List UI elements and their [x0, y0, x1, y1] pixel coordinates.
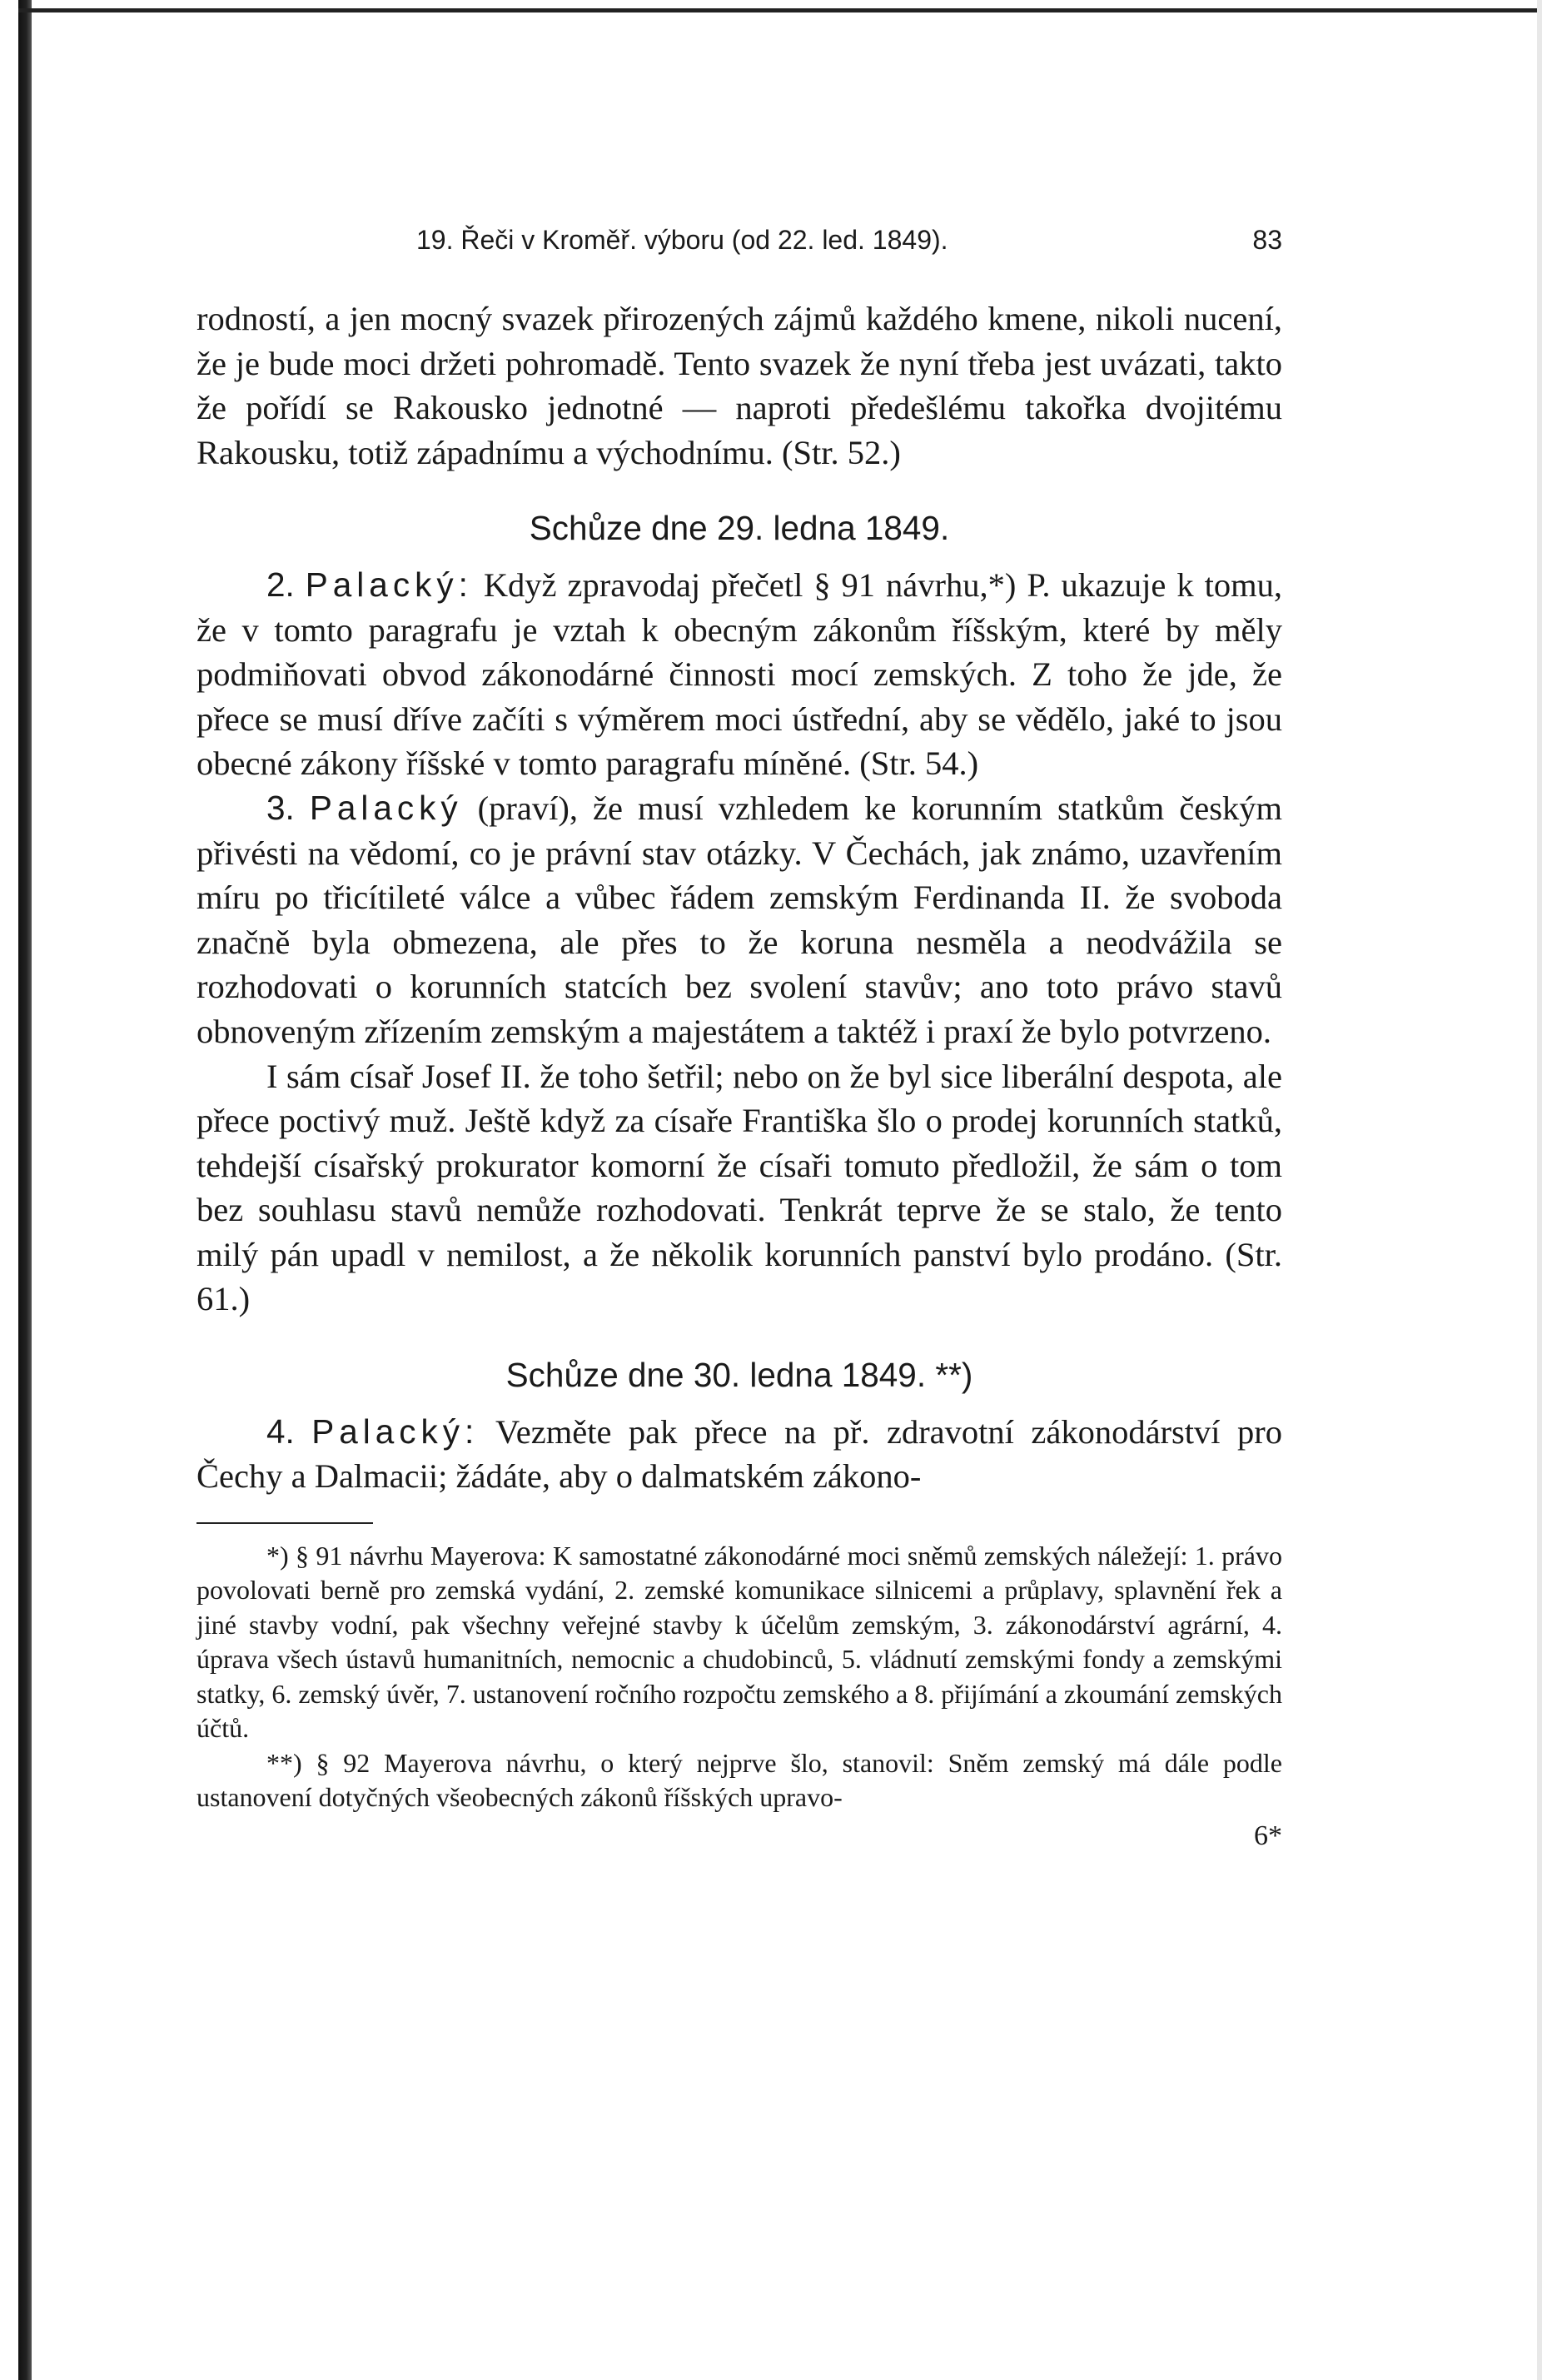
paragraph-2 — [196, 563, 1282, 786]
printer-signature: 6* — [1254, 1820, 1282, 1851]
paragraph-3 — [196, 786, 1282, 1054]
paragraph-5 — [196, 1410, 1282, 1499]
footnote-1: *) § 91 návrhu Mayerova: K samostatné zákonodárné moci sněmů zemských náležejí: 1. právo povolovati berně pro zemská vydání, 2. zemské komunikace silnicemi a průplavy, splavnění řek a jiné stavby vodní, pak všechny veřejné stavby k účelům zemským, 3. zákonodárství agrární, 4. úprava všech ústavů humanitních, nemocnic a chudobinců, 5. vládnutí zemskými fondy a zemskými statky, 6. zemský úvěr, 7. ustanovení ročního rozpočtu zemského a 8. přijímání a zkoumání zemských účtů. — [196, 1540, 1282, 1744]
scan-edge-top — [18, 8, 1542, 12]
page-number: 83 — [1252, 225, 1282, 255]
book-page — [196, 218, 1282, 1855]
paragraph-continued: rodností, a jen mocný svazek přirozených zájmů každého kmene, nikoli nucení, že je bude moci držeti pohromadě. Tento svazek že nyní třeba jest uvázati, takto že pořídí se Rakousko jednotné — naproti předešlému takořka dvojitému Rakousku, totiž západnímu a východnímu. (Str. 52.) — [196, 300, 1282, 471]
paragraph-number: 3. — [266, 788, 295, 827]
paragraph-text: Když zpravodaj přečetl § 91 návrhu,*) P. ukazuje k tomu, že v tomto paragrafu je vztah k obecným zákonům říšským, které by měly podmiňovati obvod zákonodárné činnosti mocí zemských. Z toho že jde, že přece se musí dříve začíti s výměrem moci ústřední, aby se vědělo, jaké to jsou obecné zákony říšské v tomto paragrafu míněné. (Str. 54.) — [196, 565, 1282, 783]
speaker-name: Palacký: — [305, 565, 473, 604]
speaker-name: Palacký — [309, 788, 463, 827]
speaker-name: Palacký: — [311, 1412, 480, 1451]
session-heading-30: Schůze dne 30. ledna 1849. **) — [505, 1356, 973, 1395]
paragraph-text: Vezměte pak přece na př. zdravotní zákonodárství pro Čechy a Dalmacii; žádáte, aby o dalmatském zákono- — [196, 1412, 1282, 1496]
paragraph-4: I sám císař Josef II. že toho šetřil; nebo on že byl sice liberální despota, ale přece poctivý muž. Ještě když za císaře Františka šlo o prodej korunních statků, tehdejší císařský prokurator komorní že císaři tomuto předložil, že sám o tom bez souhlasu stavů nemůže rozhodovati. Tenkrát teprve že se stalo, že tento milý pán upadl v nemilost, a že několik korunních panství bylo prodáno. (Str. 61.) — [196, 1057, 1282, 1318]
paragraph-number: 2. — [266, 565, 295, 604]
footnotes — [196, 1539, 1282, 1815]
running-head — [196, 218, 1282, 261]
main-text — [196, 296, 1282, 1499]
footnote-2: **) § 92 Mayerova návrhu, o který nejprve šlo, stanovil: Sněm zemský má dále podle ustanovení dotyčných všeobecných zákonů říšských upravo- — [196, 1747, 1282, 1813]
running-head-title: 19. Řeči v Kroměř. výboru (od 22. led. 1849). — [416, 225, 948, 255]
session-heading-29: Schůze dne 29. ledna 1849. — [529, 509, 950, 548]
footnote-divider — [196, 1522, 373, 1524]
paragraph-number: 4. — [266, 1412, 295, 1451]
scan-edge-left — [18, 0, 32, 2380]
paragraph-text: (praví), že musí vzhledem ke korunním statkům českým přivésti na vědomí, co je právní stav otázky. V Čechách, jak známo, uzavřením míru po třicítileté válce a vůbec řádem zemským Ferdinanda II. že svoboda značně byla obmezena, ale přes to že koruna nesměla a neodvážila se rozhodovati o korunních statcích bez svolení stavův; ano toto právo stavů obnoveným zřízením zemským a majestátem a taktéž i praxí že bylo potvrzeno. — [196, 789, 1283, 1050]
scan-edge-right — [1537, 0, 1542, 2380]
